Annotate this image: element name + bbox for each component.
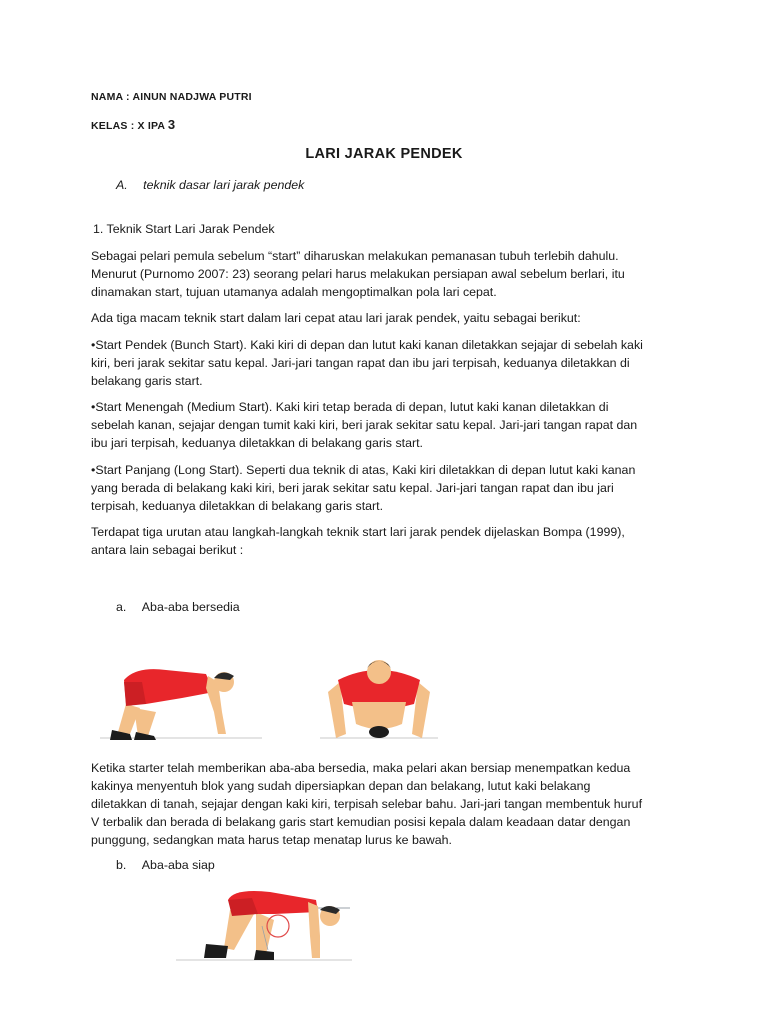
sprinter-side <box>110 669 234 740</box>
paragraph-long-start <box>91 461 681 515</box>
text-line: diletakkan di tanah, sejajar dengan kaki kiri, terpisah selebar bahu. Jari-jari tangan membentuk huruf <box>91 797 643 811</box>
text-line: Ketika starter telah memberikan aba-aba bersedia, maka pelari akan bersiap menempatkan kedua <box>91 761 631 775</box>
paragraph-bersedia-description <box>91 759 681 849</box>
class-number: 3 <box>167 117 176 132</box>
text-line: sebelah kanan, sejajar dengan tumit kaki kiri, beri jarak sekitar satu kepal. Jari-jari tangan rapat dan <box>91 418 638 432</box>
text-line: belakang garis start. <box>91 374 203 388</box>
text-line: Menurut (Purnomo 2007: 23) seorang pelari harus melakukan persiapan awal sebelum berlari, itu <box>91 267 625 281</box>
class-label: KELAS : X IPA <box>91 120 168 132</box>
front-shoe <box>254 950 274 960</box>
section-a-marker: A. <box>116 178 128 192</box>
bersedia-side-view-figure <box>96 652 266 742</box>
text-line: ibu jari terpisah, keduanya diletakkan di belakang garis start. <box>91 436 423 450</box>
list-item-bersedia <box>116 598 706 616</box>
legs <box>352 702 406 729</box>
rear-leg <box>224 910 254 950</box>
text-line: kakinya menyentuh blok yang sudah dipersiapkan depan dan belakang, lutut kaki belakang <box>91 779 591 793</box>
siap-figure <box>170 880 356 966</box>
text-line: •Start Menengah (Medium Start). Kaki kiri tetap berada di depan, lutut kaki kanan diletakkan di <box>91 400 609 414</box>
head <box>367 660 391 684</box>
list-marker: b. <box>116 858 127 872</box>
text-line: Sebagai pelari pemula sebelum “start” diharuskan melakukan pemanasan tubuh terlebih dahulu. <box>91 249 619 263</box>
section-a-heading <box>116 176 706 194</box>
text-line: antara lain sebagai berikut : <box>91 543 244 557</box>
text-line: terpisah, keduanya diletakkan di belakang garis start. <box>91 499 384 513</box>
paragraph-three-types <box>91 309 681 327</box>
student-name: NAMA : AINUN NADJWA PUTRI <box>91 91 252 103</box>
text-line: Terdapat tiga urutan atau langkah-langkah teknik start lari jarak pendek dijelaskan Bompa (1999), <box>91 525 625 539</box>
text-line: •Start Panjang (Long Start). Seperti dua teknik di atas, Kaki kiri diletakkan di depan lutut kaki kanan <box>91 463 636 477</box>
rear-shoe <box>204 944 228 958</box>
text-line: kiri, beri jarak sekitar satu kepal. Jari-jari tangan rapat dan ibu jari terpisah, keduanya diletakkan di <box>91 356 630 370</box>
text-line: punggung, sedangkan mata harus tetap menatap lurus ke bawah. <box>91 833 452 847</box>
text-line: dinamakan start, tujuan utamanya adalah mengoptimalkan pola lari cepat. <box>91 285 497 299</box>
sprinter-front <box>328 660 430 738</box>
arm <box>308 902 320 958</box>
text-line: yang berada di belakang kaki kiri, beri jarak sekitar satu kepal. Jari-jari tangan rapat dan ibu jari <box>91 481 614 495</box>
paragraph-intro <box>91 247 681 301</box>
paragraph-medium-start <box>91 398 681 452</box>
student-class <box>91 117 175 132</box>
list-label: Aba-aba bersedia <box>141 600 240 614</box>
section-a-text: teknik dasar lari jarak pendek <box>143 178 305 192</box>
document-title: LARI JARAK PENDEK <box>305 146 463 162</box>
list-marker: a. <box>116 600 127 614</box>
text-line: Ada tiga macam teknik start dalam lari cepat atau lari jarak pendek, yaitu sebagai berikut: <box>91 311 581 325</box>
subheading-start-technique: 1. Teknik Start Lari Jarak Pendek <box>93 222 275 236</box>
paragraph-bunch-start <box>91 336 681 390</box>
text-line: V terbalik dan berada di belakang garis start kemudian posisi kepala dalam keadaan datar dengan <box>91 815 631 829</box>
text-line: •Start Pendek (Bunch Start). Kaki kiri di depan dan lutut kaki kanan diletakkan sejajar di sebelah kaki <box>91 338 643 352</box>
shoe <box>369 726 389 738</box>
bersedia-front-view-figure <box>318 652 440 742</box>
front-leg <box>256 912 274 954</box>
list-item-siap <box>116 856 706 874</box>
list-label: Aba-aba siap <box>141 858 215 872</box>
front-leg <box>134 708 156 736</box>
paragraph-sequence <box>91 523 681 559</box>
sprinter-set <box>204 891 340 960</box>
